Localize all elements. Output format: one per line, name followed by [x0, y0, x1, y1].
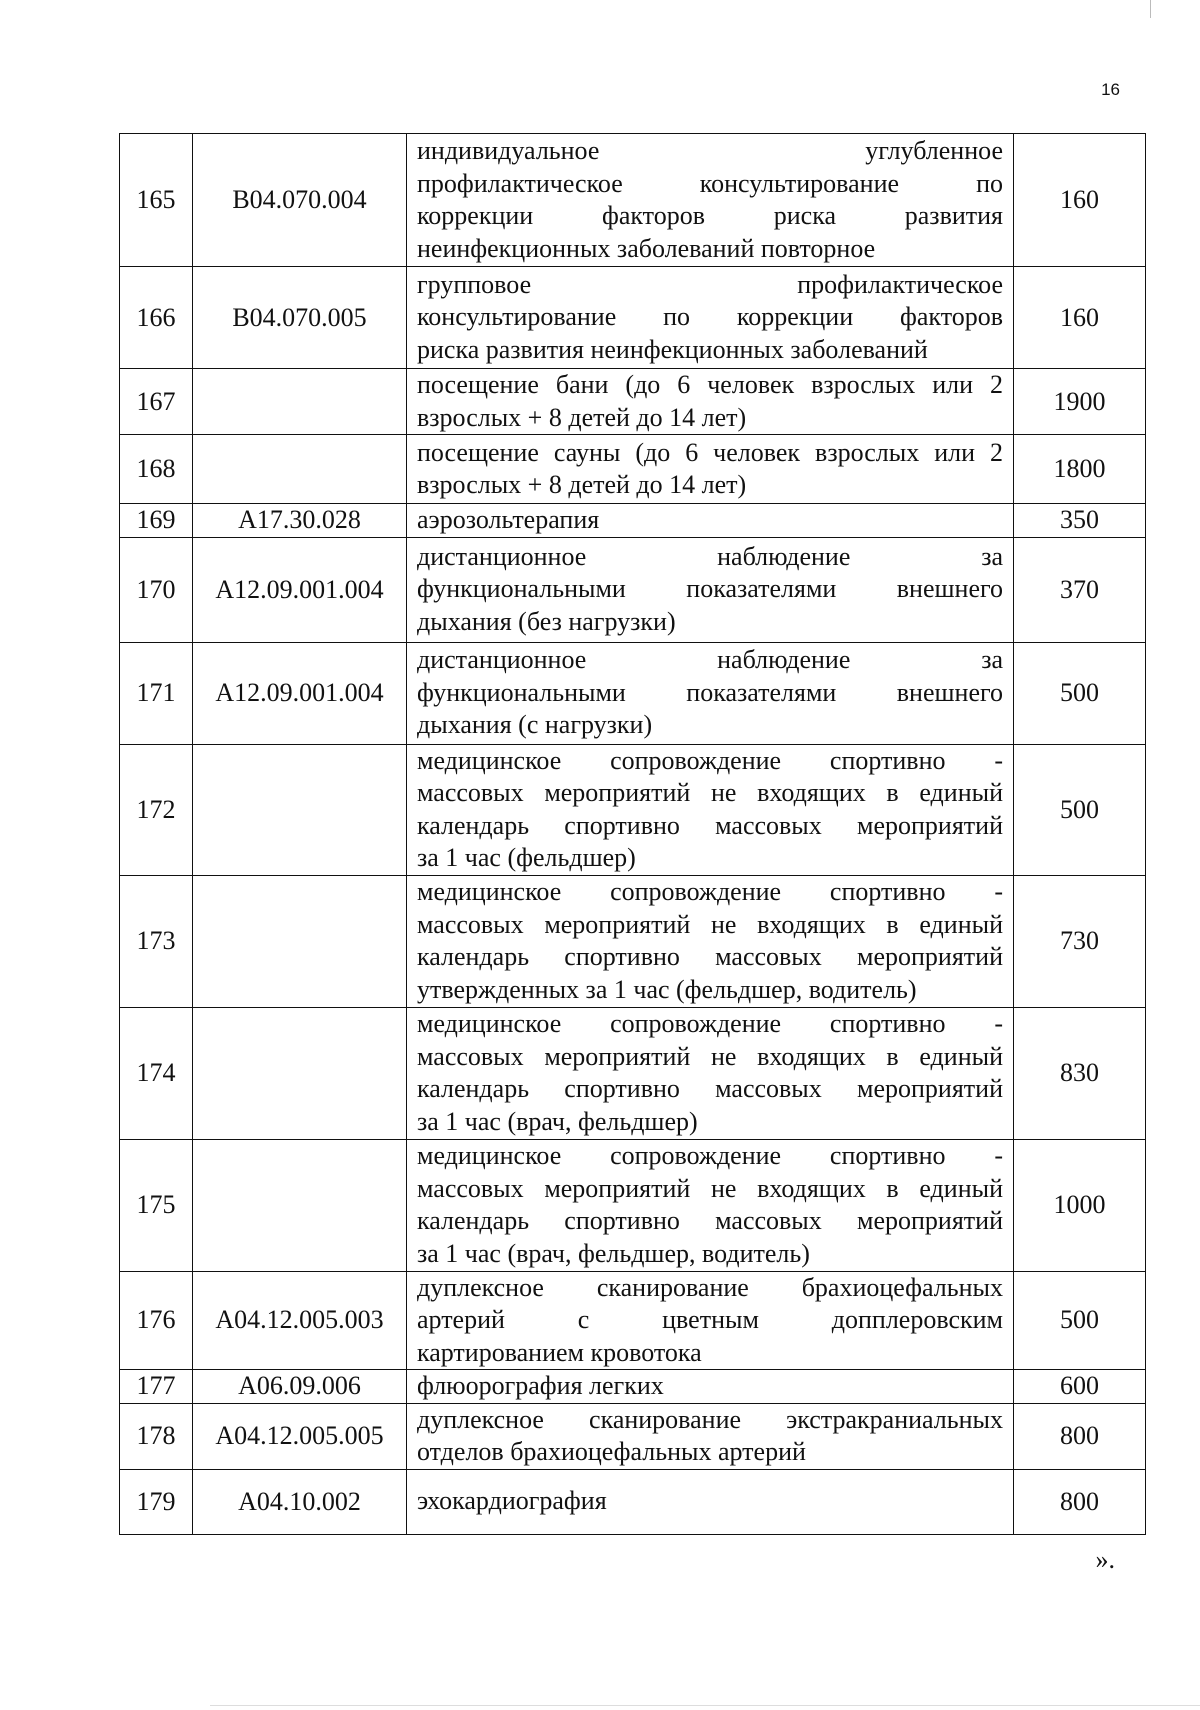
service-code: А17.30.028 [193, 504, 407, 538]
description-line: взрослых + 8 детей до 14 лет) [417, 402, 747, 432]
service-description [407, 875, 1014, 1007]
service-price: 350 [1014, 504, 1146, 538]
description-line: артерий с цветным допплеровским [417, 1305, 1003, 1334]
description-line: аэрозольтерапия [417, 505, 600, 534]
closing-quote: ». [1095, 1545, 1115, 1574]
description-line: дуплексное сканирование брахиоцефальных [417, 1272, 1003, 1302]
service-code: В04.070.005 [193, 267, 407, 369]
description-line: дуплексное сканирование экстракраниальных [417, 1404, 1003, 1434]
page-number: 16 [1101, 80, 1120, 99]
description-line: утвержденных за 1 час (фельдшер, водитель) [417, 974, 917, 1004]
service-price: 830 [1014, 1007, 1146, 1139]
description-line: календарь спортивно массовых мероприятий [417, 1074, 1003, 1103]
table-row [120, 875, 1146, 1007]
row-number: 171 [120, 642, 193, 744]
service-code: А04.12.005.005 [193, 1403, 407, 1469]
description-line: массовых мероприятий не входящих в единый [417, 909, 1003, 939]
table-row [120, 537, 1146, 642]
service-description [407, 1469, 1014, 1534]
description-line: риска развития неинфекционных заболеваний [417, 334, 928, 364]
table-row [120, 1007, 1146, 1139]
service-price: 160 [1014, 267, 1146, 369]
description-line: профилактическое консультирование по [417, 168, 1003, 198]
row-number: 178 [120, 1403, 193, 1469]
service-description [407, 1370, 1014, 1404]
service-code [193, 744, 407, 875]
row-number: 175 [120, 1139, 193, 1271]
table-row [120, 1370, 1146, 1404]
description-line: за 1 час (фельдшер) [417, 843, 636, 872]
service-code: А04.12.005.003 [193, 1271, 407, 1370]
row-number: 173 [120, 875, 193, 1007]
service-price: 1800 [1014, 435, 1146, 504]
table-body [120, 134, 1146, 1535]
scan-bottom-line [210, 1705, 1200, 1706]
service-description [407, 1403, 1014, 1469]
description-line: массовых мероприятий не входящих в единый [417, 778, 1003, 807]
service-code: А12.09.001.004 [193, 642, 407, 744]
description-line: массовых мероприятий не входящих в единый [417, 1173, 1003, 1203]
service-description [407, 1007, 1014, 1139]
description-line: индивидуальное углубленное [417, 136, 1003, 165]
scan-edge-mark [1150, 0, 1151, 18]
row-number: 179 [120, 1469, 193, 1534]
row-number: 166 [120, 267, 193, 369]
table-row [120, 134, 1146, 267]
description-line: массовых мероприятий не входящих в единый [417, 1041, 1003, 1071]
description-line: календарь спортивно массовых мероприятий [417, 1206, 1003, 1235]
service-code: В04.070.004 [193, 134, 407, 267]
description-line: функциональными показателями внешнего [417, 574, 1003, 604]
table-row [120, 1469, 1146, 1534]
table-row [120, 267, 1146, 369]
description-line: медицинское сопровождение спортивно - [417, 1009, 1003, 1038]
description-line: посещение бани (до 6 человек взрослых или 2 [417, 370, 1003, 399]
description-line: дыхания (без нагрузки) [417, 606, 676, 636]
service-code [193, 369, 407, 435]
service-description [407, 1271, 1014, 1370]
description-line: медицинское сопровождение спортивно - [417, 745, 1003, 775]
row-number: 169 [120, 504, 193, 538]
table-row [120, 369, 1146, 435]
table-row [120, 642, 1146, 744]
table-row [120, 435, 1146, 504]
description-line: флюорография легких [417, 1371, 664, 1400]
price-table [119, 133, 1146, 1535]
description-line: календарь спортивно массовых мероприятий [417, 810, 1003, 840]
row-number: 170 [120, 537, 193, 642]
description-line: функциональными показателями внешнего [417, 677, 1003, 707]
service-code: А04.10.002 [193, 1469, 407, 1534]
service-code [193, 435, 407, 504]
row-number: 167 [120, 369, 193, 435]
service-price: 500 [1014, 1271, 1146, 1370]
row-number: 165 [120, 134, 193, 267]
service-price: 800 [1014, 1469, 1146, 1534]
row-number: 168 [120, 435, 193, 504]
table-row [120, 504, 1146, 538]
service-price: 160 [1014, 134, 1146, 267]
description-line: дистанционное наблюдение за [417, 541, 1003, 571]
description-line: консультирование по коррекции факторов [417, 302, 1003, 332]
description-line: дыхания (с нагрузки) [417, 710, 653, 740]
service-price: 800 [1014, 1403, 1146, 1469]
description-line: эхокардиография [417, 1486, 607, 1516]
service-code [193, 875, 407, 1007]
service-code [193, 1139, 407, 1271]
description-line: картированием кровотока [417, 1337, 702, 1367]
service-price: 730 [1014, 875, 1146, 1007]
table-row [120, 1403, 1146, 1469]
service-description [407, 369, 1014, 435]
service-price: 500 [1014, 744, 1146, 875]
description-line: календарь спортивно массовых мероприятий [417, 942, 1003, 971]
description-line: посещение сауны (до 6 человек взрослых или 2 [417, 437, 1003, 467]
service-description [407, 435, 1014, 504]
table-row [120, 744, 1146, 875]
service-code [193, 1007, 407, 1139]
description-line: неинфекционных заболеваний повторное [417, 233, 876, 263]
service-description [407, 642, 1014, 744]
service-price: 600 [1014, 1370, 1146, 1404]
description-line: медицинское сопровождение спортивно - [417, 877, 1003, 906]
service-description [407, 537, 1014, 642]
description-line: за 1 час (врач, фельдшер) [417, 1106, 698, 1136]
service-price: 1000 [1014, 1139, 1146, 1271]
row-number: 177 [120, 1370, 193, 1404]
service-description [407, 1139, 1014, 1271]
description-line: коррекции факторов риска развития [417, 201, 1003, 230]
service-price: 370 [1014, 537, 1146, 642]
description-line: отделов брахиоцефальных артерий [417, 1437, 806, 1466]
description-line: групповое профилактическое [417, 269, 1003, 299]
row-number: 172 [120, 744, 193, 875]
service-description [407, 134, 1014, 267]
description-line: взрослых + 8 детей до 14 лет) [417, 470, 747, 499]
service-description [407, 744, 1014, 875]
service-price: 500 [1014, 642, 1146, 744]
service-description [407, 267, 1014, 369]
service-code: А06.09.006 [193, 1370, 407, 1404]
table-row [120, 1271, 1146, 1370]
row-number: 174 [120, 1007, 193, 1139]
service-description [407, 504, 1014, 538]
description-line: дистанционное наблюдение за [417, 645, 1003, 675]
table-row [120, 1139, 1146, 1271]
service-price: 1900 [1014, 369, 1146, 435]
row-number: 176 [120, 1271, 193, 1370]
description-line: за 1 час (врач, фельдшер, водитель) [417, 1238, 810, 1268]
description-line: медицинское сопровождение спортивно - [417, 1141, 1003, 1170]
service-code: А12.09.001.004 [193, 537, 407, 642]
